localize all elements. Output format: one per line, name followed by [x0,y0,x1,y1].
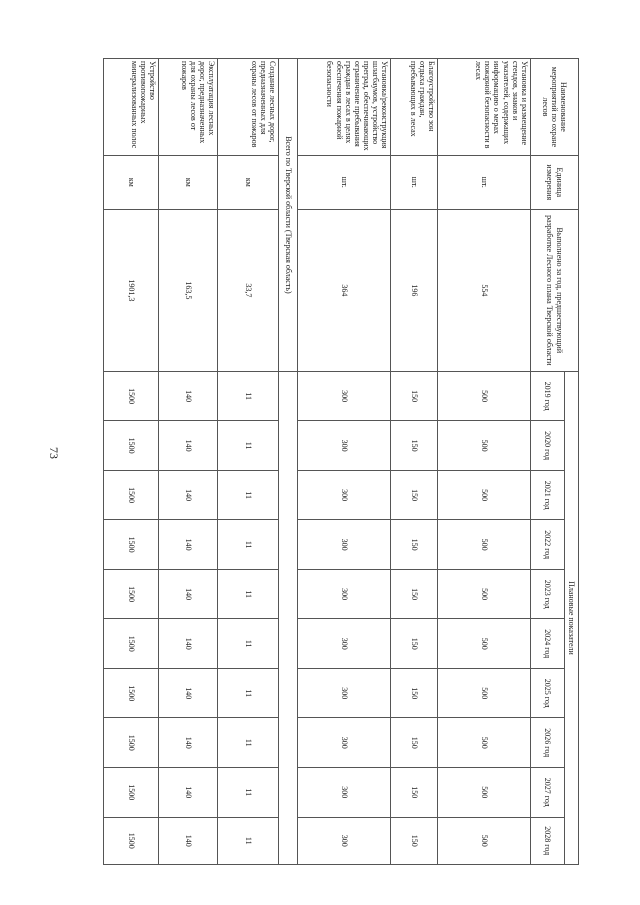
row-value-cell: 150 [391,470,438,520]
row-value-cell: 150 [391,718,438,768]
row-name-cell: Эксплуатация лесных дорог, предназначенных для охраны лесов от пожаров [159,59,218,156]
row-value-cell: 300 [298,767,391,817]
row-value-cell: 300 [298,520,391,570]
row-value-cell: 500 [438,569,531,619]
header-year: 2024 год [531,619,565,669]
row-value-cell: 300 [298,668,391,718]
row-name-cell: Установка/реконструкция шлагбаумов, устройство преград, обеспечивающих ограничение пребывания граждан в лесах в целях обеспечения пожарной безопасности [298,59,391,156]
row-value-cell: 1500 [104,421,159,471]
row-value-cell: 500 [438,817,531,865]
row-value-cell: 300 [298,718,391,768]
row-value-cell: 11 [218,767,279,817]
row-value-cell: 1500 [104,767,159,817]
row-value-cell: 1500 [104,371,159,421]
row-value-cell: 500 [438,520,531,570]
row-name-cell: Устройство противопожарных минерализованных полос [104,59,159,156]
row-value-cell: 140 [159,371,218,421]
section-title: Всего по Тверской области (Тверская область) [279,59,298,372]
row-value-cell: 140 [159,520,218,570]
row-value-cell: 300 [298,817,391,865]
row-name-cell: Установка и размещение стендов, знаков и указателей, содержащих информацию о мерах пожарной безопасности в лесах [438,59,531,156]
header-year: 2021 год [531,470,565,520]
forest-protection-table [103,58,579,865]
row-value-cell: 140 [159,668,218,718]
row-value-cell: 140 [159,817,218,865]
header-planned: Плановые показатели [565,371,579,864]
header-name: Наименование мероприятий по охране лесов [531,59,579,156]
row-value-cell: 150 [391,668,438,718]
row-done-cell: 364 [298,209,391,371]
row-unit-cell: шт. [391,155,438,209]
row-value-cell: 150 [391,767,438,817]
row-unit-cell: шт. [438,155,531,209]
row-value-cell: 500 [438,421,531,471]
row-value-cell: 11 [218,569,279,619]
header-year: 2022 год [531,520,565,570]
row-unit-cell: км [159,155,218,209]
row-value-cell: 11 [218,619,279,669]
row-unit-cell: км [218,155,279,209]
row-done-cell: 196 [391,209,438,371]
row-value-cell: 1500 [104,619,159,669]
row-value-cell: 150 [391,619,438,669]
row-value-cell: 11 [218,470,279,520]
row-value-cell: 140 [159,718,218,768]
section-spacer [279,371,298,864]
row-done-cell: 1901,3 [104,209,159,371]
row-value-cell: 140 [159,470,218,520]
row-value-cell: 1500 [104,718,159,768]
row-value-cell: 300 [298,421,391,471]
row-value-cell: 150 [391,569,438,619]
row-done-cell: 554 [438,209,531,371]
row-value-cell: 1500 [104,668,159,718]
row-value-cell: 11 [218,718,279,768]
row-value-cell: 150 [391,520,438,570]
row-done-cell: 163,5 [159,209,218,371]
header-done: Выполнено за год, предшествующий разработке Лесного плана Тверской области [531,209,579,371]
table-row [218,59,279,865]
row-value-cell: 500 [438,470,531,520]
header-unit: Единица измерения [531,155,579,209]
row-value-cell: 11 [218,520,279,570]
row-name-cell: Создание лесных дорог, предназначенных для охраны лесов от пожаров [218,59,279,156]
table-row [438,59,531,865]
row-value-cell: 500 [438,371,531,421]
row-value-cell: 1500 [104,817,159,865]
header-year: 2028 год [531,817,565,865]
page-number: 73 [47,447,61,459]
row-value-cell: 500 [438,619,531,669]
row-value-cell: 300 [298,619,391,669]
row-name-cell: Благоустройство зон отдыха граждан, пребывающих в лесах [391,59,438,156]
row-value-cell: 300 [298,470,391,520]
row-value-cell: 140 [159,569,218,619]
header-year: 2025 год [531,668,565,718]
row-value-cell: 150 [391,421,438,471]
row-value-cell: 1500 [104,569,159,619]
header-year: 2020 год [531,421,565,471]
table-row [298,59,391,865]
table-row [104,59,159,865]
row-value-cell: 11 [218,668,279,718]
row-value-cell: 300 [298,569,391,619]
row-done-cell: 33,7 [218,209,279,371]
row-value-cell: 500 [438,767,531,817]
header-year: 2027 год [531,767,565,817]
row-value-cell: 11 [218,817,279,865]
row-unit-cell: км [104,155,159,209]
row-value-cell: 140 [159,619,218,669]
row-value-cell: 140 [159,421,218,471]
row-value-cell: 150 [391,371,438,421]
row-unit-cell: шт. [298,155,391,209]
header-year: 2026 год [531,718,565,768]
row-value-cell: 500 [438,718,531,768]
header-year: 2023 год [531,569,565,619]
row-value-cell: 11 [218,371,279,421]
table-row [391,59,438,865]
header-year: 2019 год [531,371,565,421]
section-row [279,59,298,865]
row-value-cell: 150 [391,817,438,865]
row-value-cell: 1500 [104,470,159,520]
row-value-cell: 11 [218,421,279,471]
table-row [159,59,218,865]
row-value-cell: 140 [159,767,218,817]
row-value-cell: 500 [438,668,531,718]
row-value-cell: 1500 [104,520,159,570]
row-value-cell: 300 [298,371,391,421]
rotated-table-container [103,58,579,865]
